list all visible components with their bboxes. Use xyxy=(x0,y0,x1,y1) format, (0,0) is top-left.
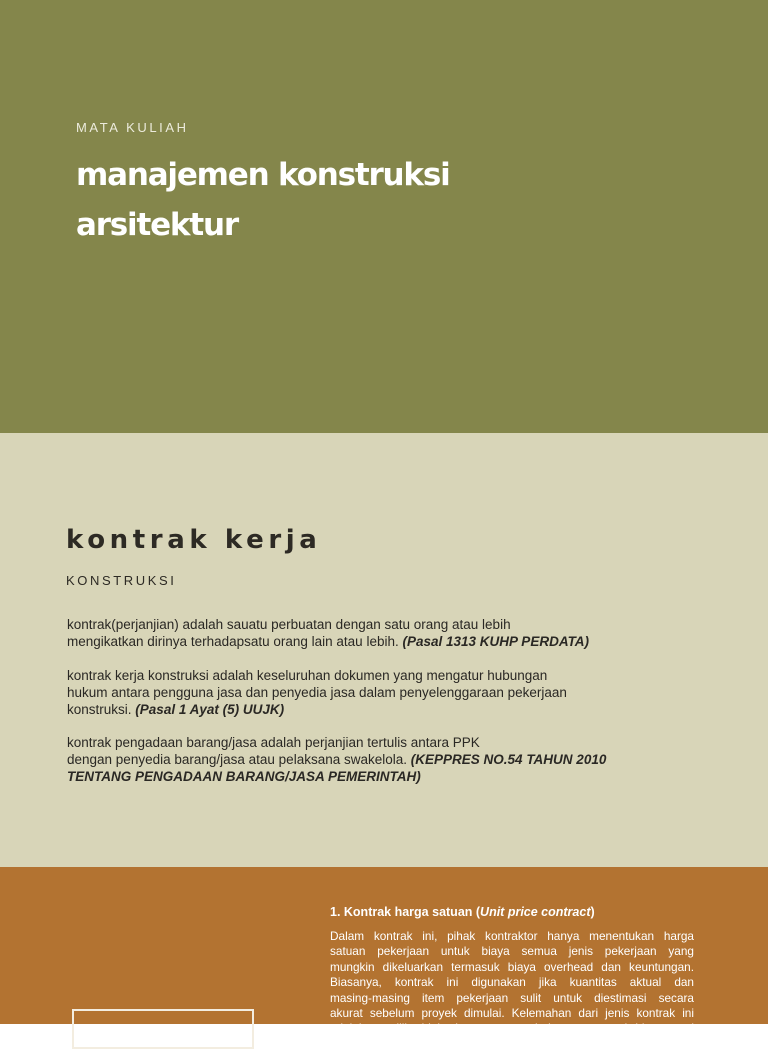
description-line: satuan pekerjaan untuk biaya semua jenis pekerjaan yang xyxy=(330,944,694,959)
course-label: MATA KULIAH xyxy=(76,120,189,135)
hero-banner xyxy=(0,0,768,433)
contract-definition-section xyxy=(0,433,768,867)
section-title: kontrak kerja xyxy=(66,525,322,555)
legal-reference: (Pasal 1 Ayat (5) UUJK) xyxy=(135,702,285,717)
description-line: Dalam kontrak ini, pihak kontraktor hanya menentukan harga xyxy=(330,929,694,943)
paragraph-line: kontrak kerja konstruksi adalah keseluruhan dokumen yang mengatur hubungan xyxy=(67,668,548,683)
contract-type-heading xyxy=(330,905,595,919)
legal-reference: (Pasal 1313 KUHP PERDATA) xyxy=(402,634,590,649)
definition-paragraph xyxy=(67,734,606,785)
heading-prefix: 1. Kontrak harga satuan ( xyxy=(330,905,481,919)
paragraph-line xyxy=(67,633,589,650)
description-line: Biasanya, kontrak ini digunakan jika kuantitas aktual dan xyxy=(330,975,694,990)
description-line: masing-masing item pekerjaan sulit untuk diestimasi secara xyxy=(330,990,694,1005)
paragraph-line-text: mengikatkan dirinya terhadapsatu orang lain atau lebih. xyxy=(67,634,399,649)
description-line: adalah pemilik tidak dapat mengetahui secara pasti biaya total xyxy=(330,1021,694,1036)
outlined-box xyxy=(72,1009,254,1049)
paragraph-line-text: dengan penyedia barang/jasa atau pelaksana swakelola. xyxy=(67,752,408,767)
course-title xyxy=(76,150,450,250)
paragraph-line xyxy=(67,751,606,768)
heading-suffix: ) xyxy=(590,905,595,919)
section-subtitle: KONSTRUKSI xyxy=(66,573,177,588)
description-line: akurat sebelum proyek dimulai. Kelemahan dari jenis kontrak ini xyxy=(330,1006,694,1021)
description-line: mungkin dikeluarkan termasuk biaya overhead dan keuntungan. xyxy=(330,959,694,974)
paragraph-line: hukum antara pengguna jasa dan penyedia jasa dalam penyelenggaraan pekerjaan xyxy=(67,685,567,700)
paragraph-line: kontrak pengadaan barang/jasa adalah perjanjian tertulis antara PPK xyxy=(67,735,480,750)
course-title-line-2: arsitektur xyxy=(76,207,238,243)
heading-english-term: Unit price contract xyxy=(480,905,591,919)
legal-reference: (KEPPRES NO.54 TAHUN 2010 xyxy=(410,752,607,767)
definition-paragraph xyxy=(67,667,567,718)
legal-reference-continued: TENTANG PENGADAAN BARANG/JASA PEMERINTAH) xyxy=(67,769,421,784)
paragraph-line xyxy=(67,701,567,718)
definition-paragraph xyxy=(67,616,589,650)
course-title-line-1: manajemen konstruksi xyxy=(76,157,450,193)
contract-type-description xyxy=(330,929,694,1036)
contract-types-section xyxy=(0,867,768,1036)
paragraph-line: kontrak(perjanjian) adalah sauatu perbuatan dengan satu orang atau lebih xyxy=(67,617,511,632)
paragraph-line-text: konstruksi. xyxy=(67,702,132,717)
